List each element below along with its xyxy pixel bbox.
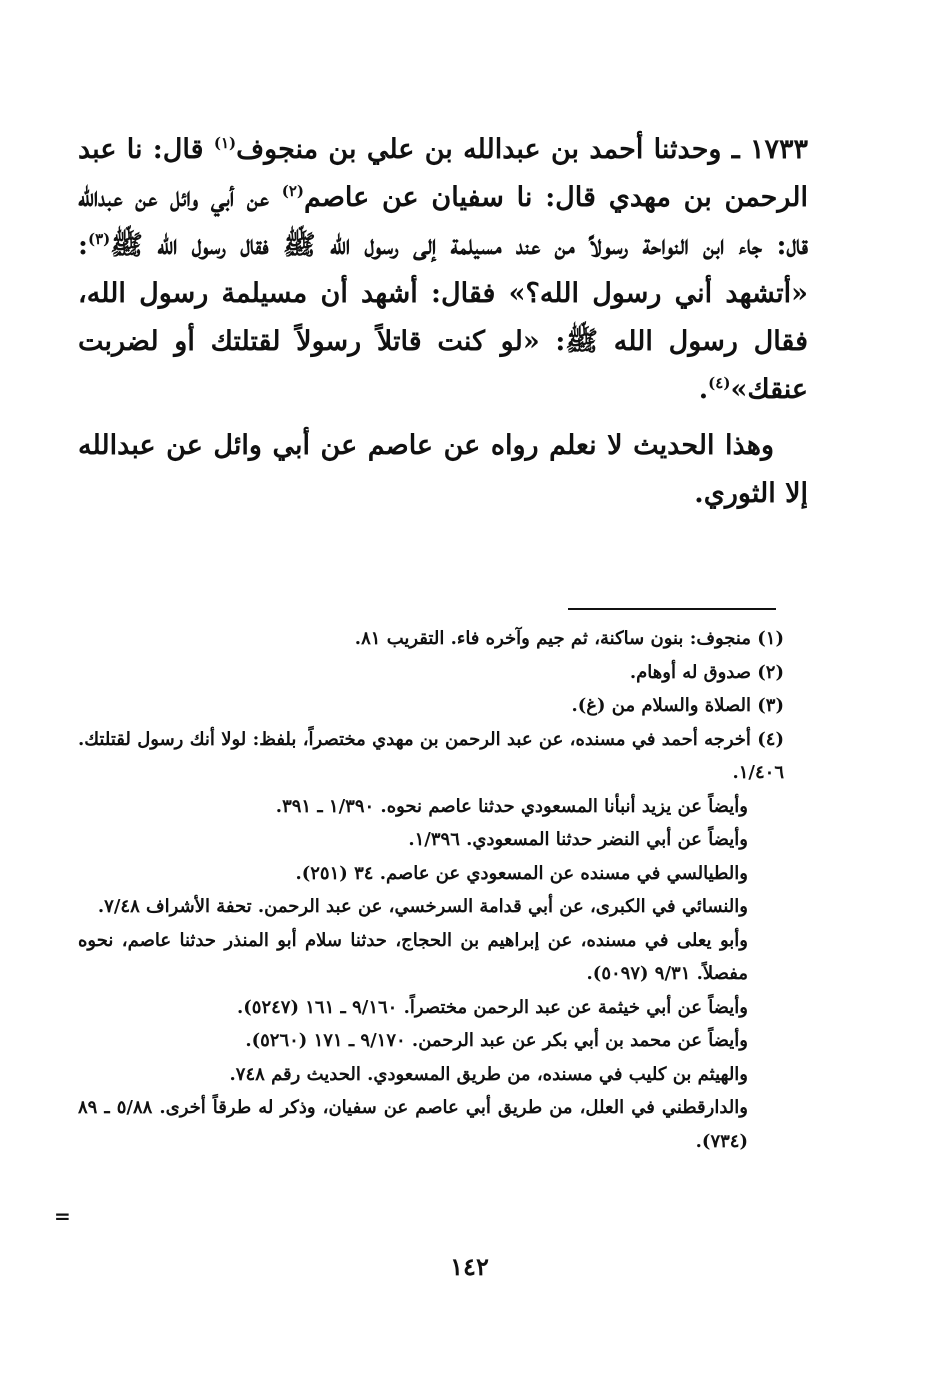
hadith-text-part: : «أتشهد أني رسول الله؟» فقال: أشهد أن مسيلمة رسول الله، فقال رسول الله ﷺ: «لو كنت قاتلاً رسولاً لقتلتك أو لضربت عنقك» bbox=[78, 230, 808, 405]
page-number: ١٤٢ bbox=[450, 1252, 489, 1281]
main-text bbox=[78, 126, 808, 518]
footnote-4 bbox=[78, 723, 784, 790]
footnote-4-source bbox=[78, 890, 784, 924]
footnote-4-line: (٤) أخرجه أحمد في مسنده، عن عبد الرحمن بن مهدي مختصراً، بلفظ: لولا أنك رسول bbox=[137, 728, 784, 750]
footnote-4-source: وأيضاً عن يزيد أنبأنا المسعودي حدثنا عاصم نحوه. ١/٣٩٠ ـ ٣٩١. bbox=[275, 795, 748, 817]
hadith-text-part: ـ وحدثنا أحمد بن عبدالله بن علي بن منجوف bbox=[236, 134, 750, 165]
footnote-4-line: والنسائي في الكبرى، عن أبي قدامة السرخسي، عن عبد الرحمن. تحفة الأشراف bbox=[146, 896, 748, 917]
hadith-text-part: عن أبي وائل عن عبدالله قال: جاء ابن النواحة رسولاً من عند مسيلمة إلى رسول الله ﷺ فقال رسول الله ﷺ bbox=[78, 182, 808, 261]
footnote-ref-3[interactable]: (٣) bbox=[87, 230, 111, 248]
hadith-paragraph bbox=[78, 126, 808, 414]
footnote-1: (١) منجوف: بنون ساكنة، ثم جيم وآخره فاء. التقريب ٨١. bbox=[354, 628, 784, 649]
footnote-4-source bbox=[78, 924, 784, 991]
footnote-4-source: وأيضاً عن محمد بن أبي بكر عن عبد الرحمن. ٩/١٧٠ ـ ١٧١ (٥٢٦٠). bbox=[245, 1030, 748, 1051]
commentary-line: وهذا الحديث لا نعلم رواه عن عاصم عن أبي وائل عن bbox=[166, 430, 774, 461]
footnote-4-line: ٧/٤٨. bbox=[97, 896, 140, 917]
footnote-4-line: ٥/٨٨ ـ ٨٩ (٧٣٤). bbox=[78, 1097, 748, 1152]
footnote-3: (٣) الصلاة والسلام من (غ). bbox=[571, 695, 784, 716]
footnote-4-source: وأيضاً عن أبي النضر حدثنا المسعودي. ١/٣٩٦. bbox=[408, 829, 748, 850]
footnote-ref-2[interactable]: (٢) bbox=[281, 182, 304, 200]
footnote-2: (٢) صدوق له أوهام. bbox=[629, 661, 784, 683]
hadith-number: ١٧٣٣ bbox=[750, 134, 809, 165]
footnote-4-source: والطيالسي في مسنده عن المسعودي عن عاصم. ٣٤ (٢٥١). bbox=[295, 862, 748, 884]
footnotes bbox=[78, 622, 784, 1158]
hadith-text-part: . bbox=[698, 374, 709, 405]
footnote-4-source bbox=[78, 1091, 784, 1158]
footnote-ref-4[interactable]: (٤) bbox=[708, 374, 731, 392]
footnote-ref-1[interactable]: (١) bbox=[213, 134, 237, 152]
footnote-4-source: وأيضاً عن أبي خيثمة عن عبد الرحمن مختصراً. ٩/١٦٠ ـ ١٦١ (٥٢٤٧). bbox=[237, 996, 748, 1018]
footnote-4-source: والهيثم بن كليب في مسنده، من طريق المسعودي. الحديث رقم ٧٤٨. bbox=[229, 1063, 748, 1085]
footnote-4-line: والدارقطني في العلل، من طريق أبي عاصم عن سفيان، وذكر له طرقاً أخرى. bbox=[159, 1097, 748, 1118]
footnote-4-line: نحوه مفصلاً. ٩/٣١ (٥٠٩٧). bbox=[78, 929, 748, 984]
footnote-separator bbox=[568, 608, 776, 610]
commentary-line: عبدالله إلا الثوري. bbox=[78, 430, 808, 509]
commentary-paragraph bbox=[78, 422, 808, 518]
continuation-mark: = bbox=[54, 1204, 71, 1228]
footnote-4-line: لقتلتك. ١/٤٠٦. bbox=[78, 728, 784, 783]
hadith-text-part: قال: نا عبد الرحمن بن مهدي قال: نا سفيان عن عاصم bbox=[78, 134, 808, 213]
footnote-4-line: وأبو يعلى في مسنده، عن إبراهيم بن الحجاج، حدثنا سلام أبو المنذر حدثنا عاصم، bbox=[121, 929, 748, 951]
